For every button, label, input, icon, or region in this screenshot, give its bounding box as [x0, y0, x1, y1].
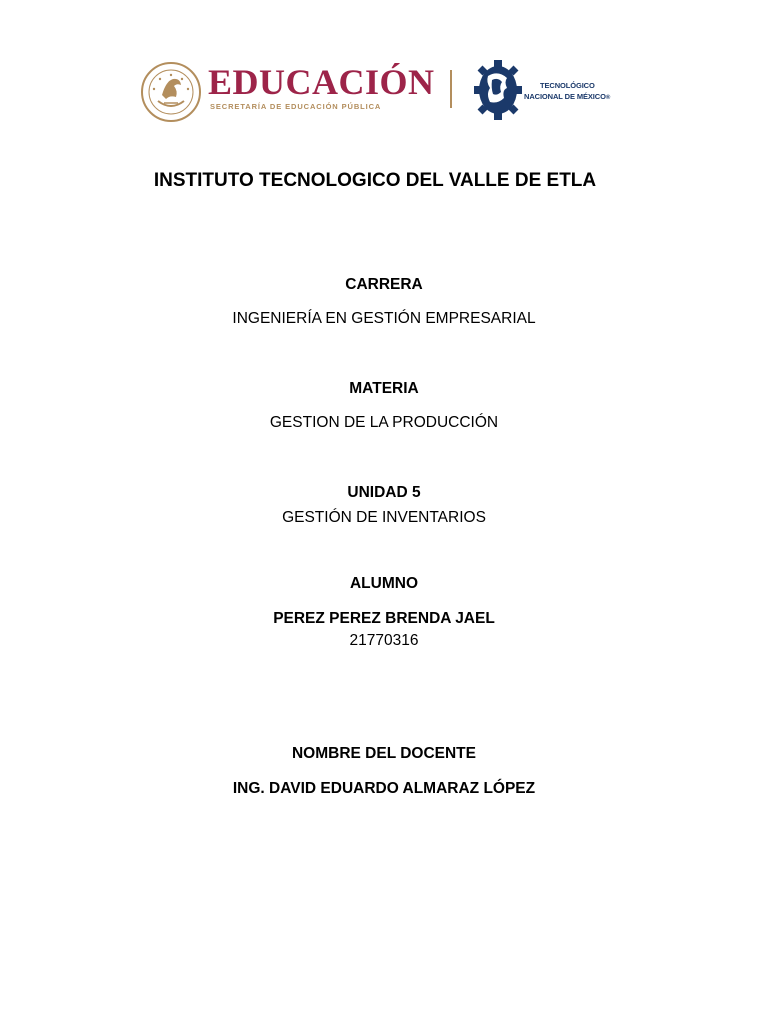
student-label: ALUMNO: [349, 575, 419, 592]
subject-label: MATERIA: [349, 380, 419, 397]
header-logos: [140, 58, 620, 122]
tecnm-logo-line2-wrap: [524, 91, 610, 104]
registered-mark: ®: [605, 95, 611, 101]
tecnm-logo-line1: TECNOLÓGICO: [540, 81, 595, 90]
subject-value: GESTION DE LA PRODUCCIÓN: [269, 414, 499, 431]
logo-divider: [450, 70, 452, 108]
student-name: PEREZ PEREZ BRENDA JAEL: [273, 610, 495, 627]
career-label: CARRERA: [345, 276, 423, 293]
unit-value: GESTIÓN DE INVENTARIOS: [282, 509, 486, 526]
unit-label: UNIDAD 5: [347, 484, 421, 501]
tecnm-logo-text: [524, 80, 610, 104]
education-logo-wordmark: EDUCACIÓN: [208, 62, 435, 102]
teacher-name: ING. DAVID EDUARDO ALMARAZ LÓPEZ: [232, 780, 536, 797]
national-seal-icon: [140, 61, 202, 123]
institute-title: INSTITUTO TECNOLOGICO DEL VALLE DE ETLA: [153, 170, 597, 191]
teacher-label: NOMBRE DEL DOCENTE: [291, 745, 476, 762]
tecnm-emblem-icon: [474, 60, 522, 120]
student-id: 21770316: [349, 632, 419, 649]
education-logo-subtitle: SECRETARÍA DE EDUCACIÓN PÚBLICA: [210, 102, 382, 111]
career-value: INGENIERÍA EN GESTIÓN EMPRESARIAL: [232, 310, 536, 327]
tecnm-logo-line2: NACIONAL DE MÉXICO: [524, 92, 606, 101]
